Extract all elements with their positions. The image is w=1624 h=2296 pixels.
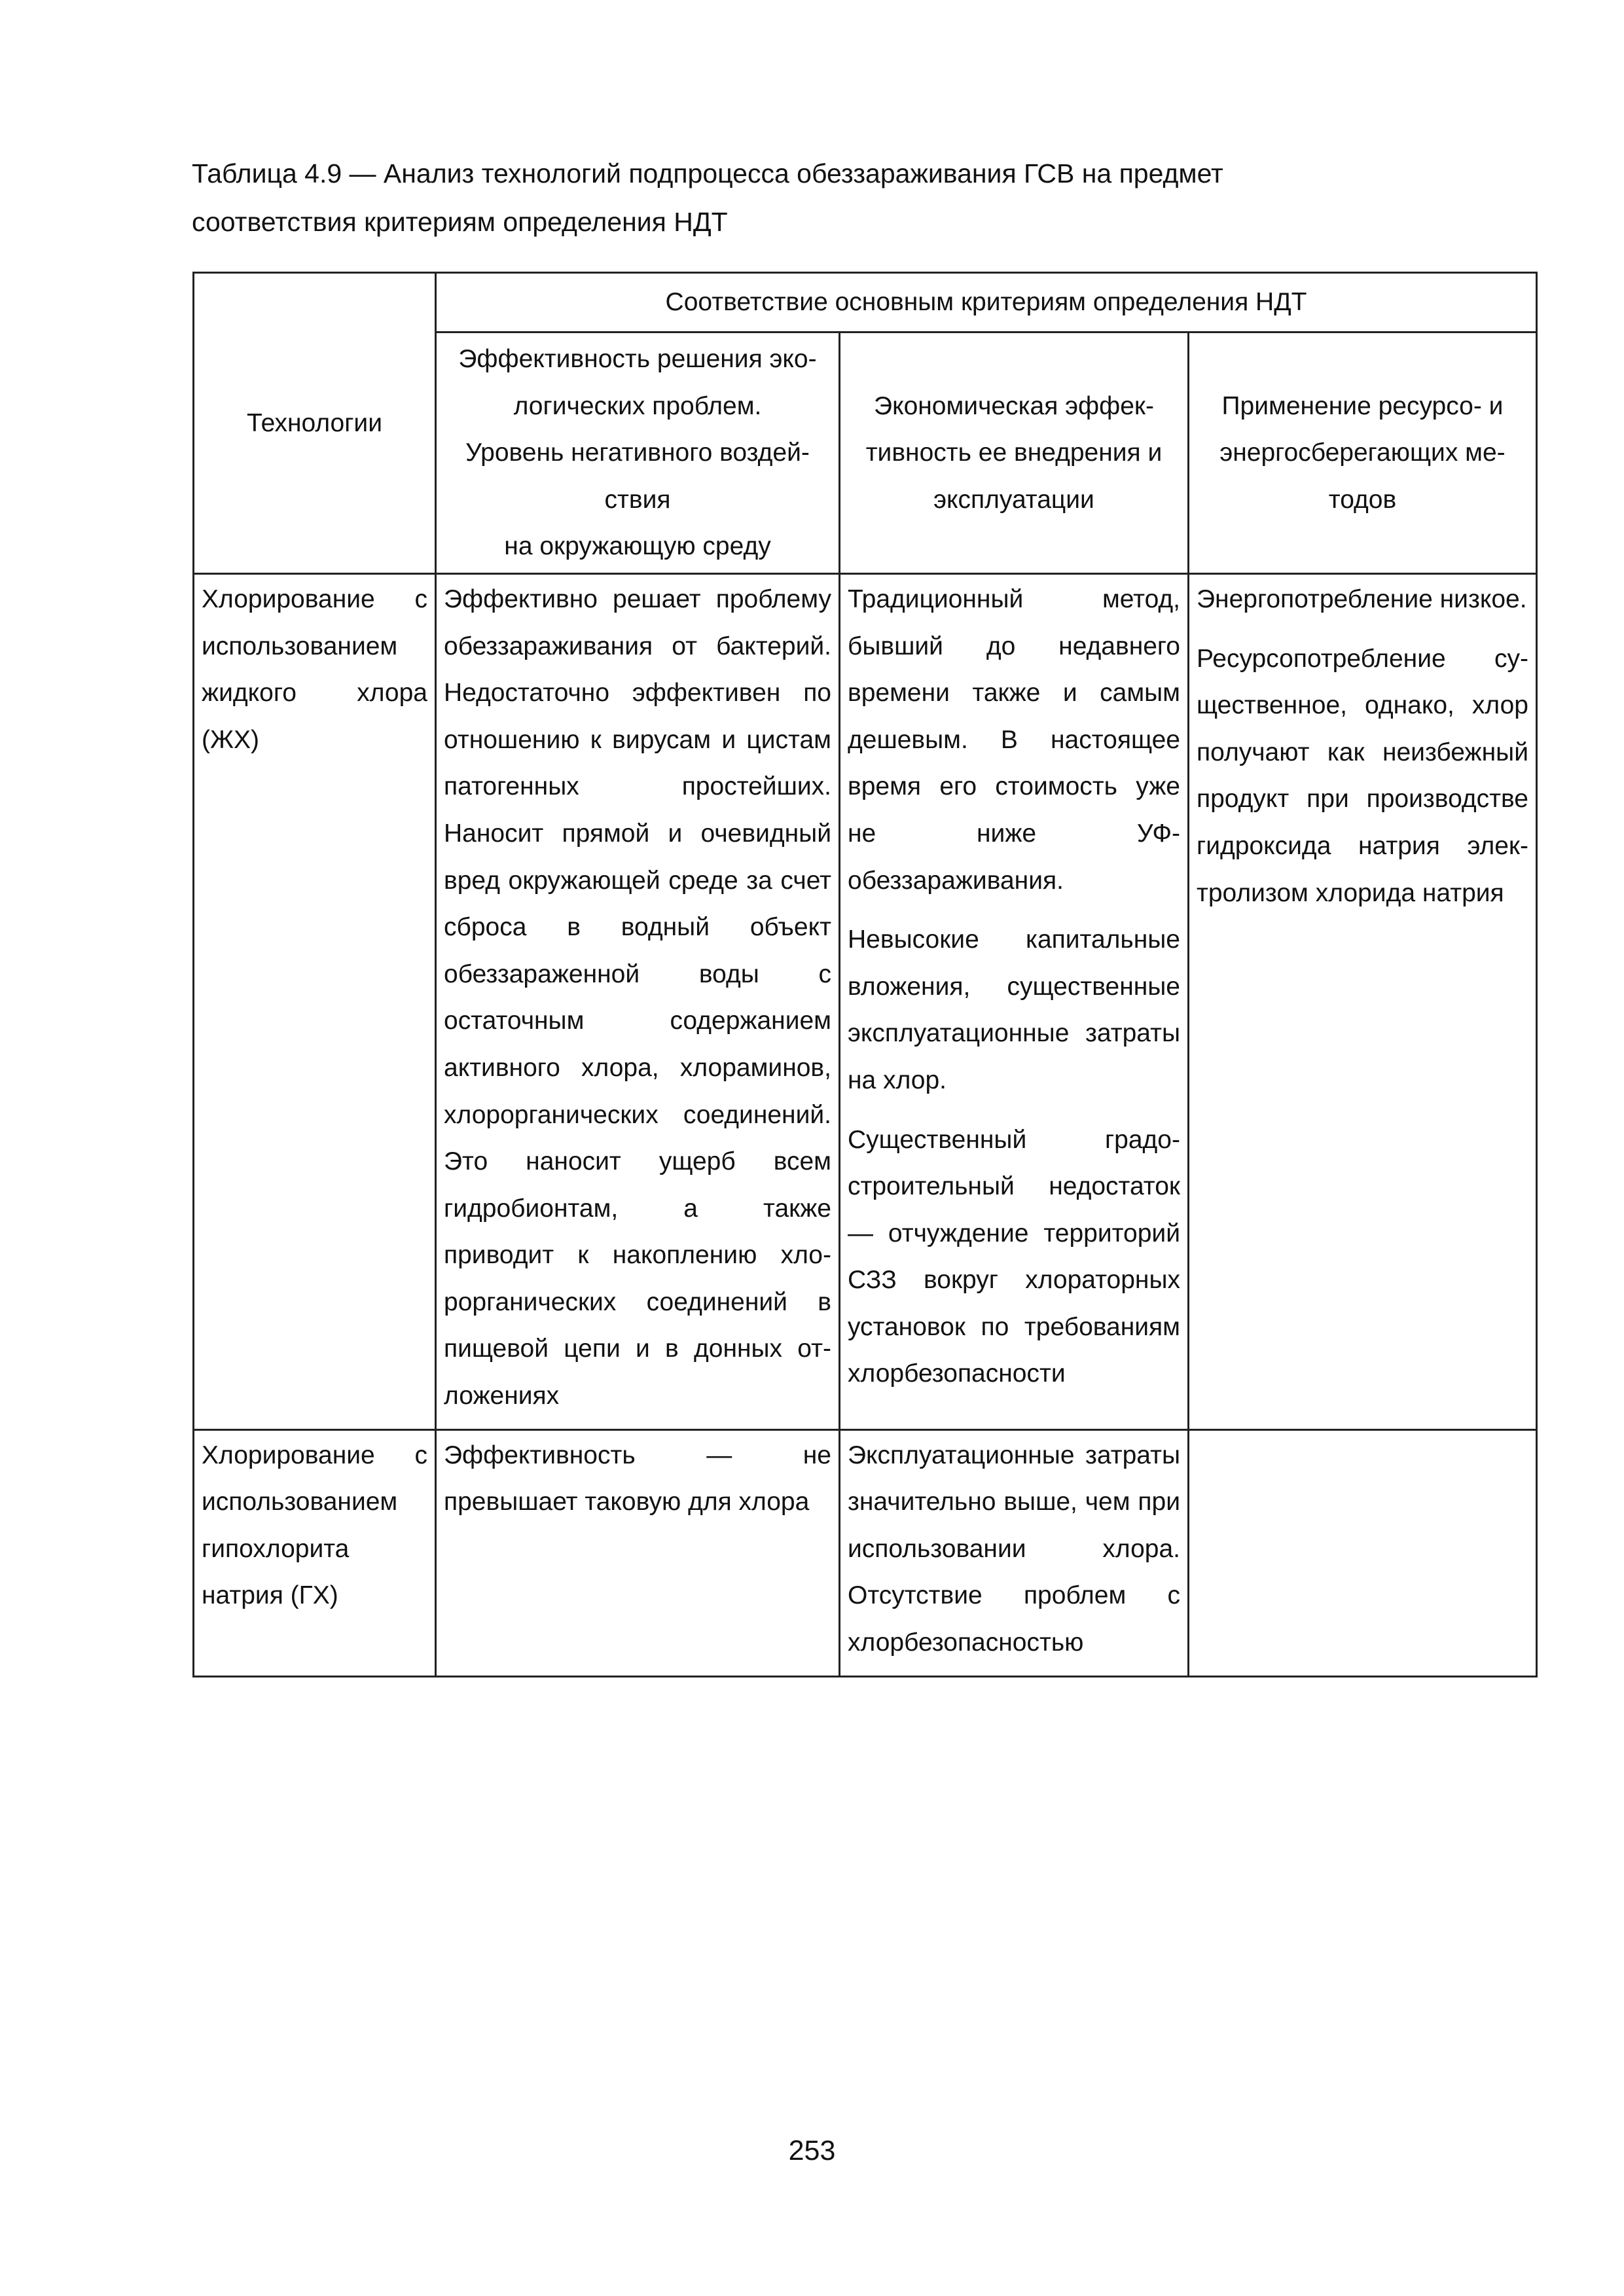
caption-line-1: Таблица 4.9 — Анализ технологий подпроцесса обеззараживания ГСВ на предмет <box>192 158 1223 188</box>
header-technologies: Технологии <box>194 273 436 574</box>
caption-line-2: соответствия критериям определения НДТ <box>192 207 728 237</box>
table-header-row-1 <box>194 273 1537 332</box>
cell-economic: Эксплуатационные затраты значительно выше, чем при использовании хлора. Отсутствие проблем с хлорбезопасностью <box>840 1429 1189 1676</box>
cell-efficiency: Эффективно решает проблему обеззараживания от бактерий. Недостаточно эффективен по отношению к вирусам и цистам патогенных простейших. Наносит прямой и очевидный вред окружающей среде за счет сброса в водный объект обеззараженной воды с остаточным содержанием активного хлора, хлораминов, хлорорганических соединений. Это наносит ущерб всем гидробионтам, а также приводит к накоплению хлорорганических соединений в пищевой цепи и в донных отложениях <box>436 573 840 1429</box>
table-row <box>194 1429 1537 1676</box>
cell-technology: Хлорирование с использованием жидкого хлора (ЖХ) <box>194 573 436 1429</box>
cell-efficiency: Эффективность — не превышает таковую для хлора <box>436 1429 840 1676</box>
table-row <box>194 573 1537 1429</box>
header-economic: Экономическая эффек- тивность ее внедрения и эксплуатации <box>840 332 1189 574</box>
cell-resources: Энергопотребление низкое. Ресурсопотребление существенное, однако, хлор получают как неизбежный продукт при производстве гидроксида натрия электролизом хлорида натрия <box>1189 573 1537 1429</box>
page-number: 253 <box>788 2135 836 2166</box>
ndt-analysis-table <box>192 272 1538 1677</box>
header-group: Соответствие основным критериям определения НДТ <box>436 273 1537 332</box>
cell-economic: Традиционный метод, бывший до недавнего времени также и самым дешевым. В настоящее время его стоимость уже не ниже УФ-обеззараживания. Невысокие капитальные вложения, существенные эксплуатационные затраты на хлор. Существенный градостроительный недостаток — отчуждение территорий СЗЗ вокруг хлораторных установок по требованиям хлорбезопасности <box>840 573 1189 1429</box>
header-resources: Применение ресурсо- и энергосберегающих ме- тодов <box>1189 332 1537 574</box>
cell-resources <box>1189 1429 1537 1676</box>
cell-technology: Хлорирование с использованием гипохлорита натрия (ГХ) <box>194 1429 436 1676</box>
header-efficiency: Эффективность решения эко- логических проблем. Уровень негативного воздей- ствия на окружающую среду <box>436 332 840 574</box>
table-caption <box>192 149 1468 246</box>
